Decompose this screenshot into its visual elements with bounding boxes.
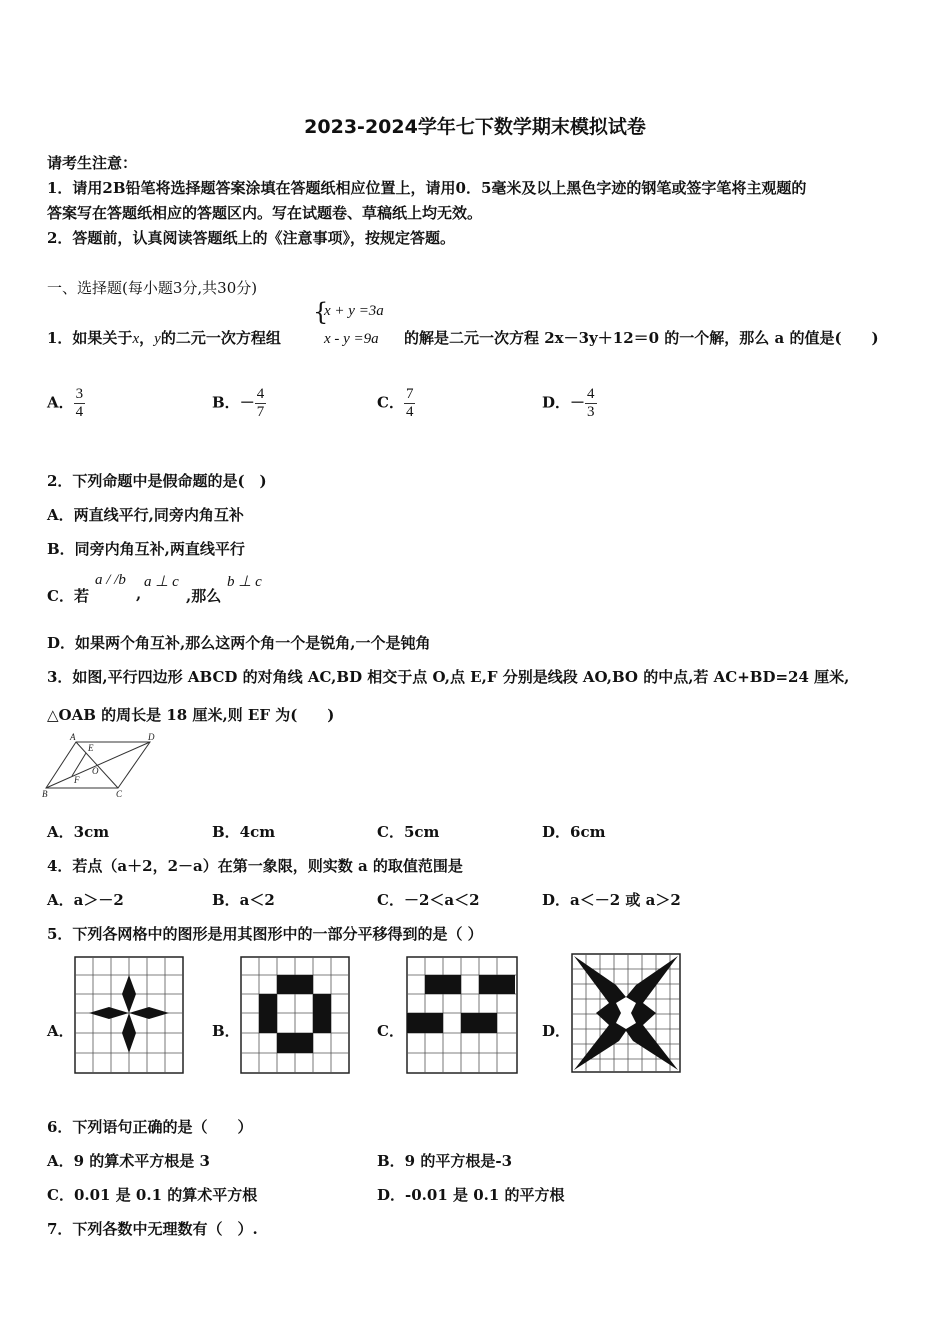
q2-option-c-label[interactable]: C．若 — [47, 587, 89, 605]
q1-equation-2: x - y =9a — [324, 331, 379, 347]
brace-icon: { — [313, 298, 329, 326]
q5-label-a[interactable]: A． — [47, 1022, 74, 1040]
notice-line-1b: 答案写在答题纸相应的答题区内。写在试题卷、草稿纸上均无效。 — [47, 204, 483, 222]
grid-figure-b[interactable] — [240, 956, 350, 1074]
diamond-bottom — [122, 1013, 136, 1053]
grid-figure-a[interactable] — [74, 956, 184, 1074]
notice-heading: 请考生注意： — [47, 154, 138, 172]
page-title: 2023-2024学年七下数学期末模拟试卷 — [304, 116, 646, 138]
q3-stem-line-1: 3．如图,平行四边形 ABCD 的对角线 AC,BD 相交于点 O,点 E,F 分别是线段 AO,BO 的中点,若 AC+BD=24 厘米, — [47, 668, 850, 686]
q5-label-d[interactable]: D． — [542, 1022, 571, 1040]
q6-stem: 6．下列语句正确的是（ ） — [47, 1118, 253, 1136]
q6-option-b[interactable]: B．9 的平方根是-3 — [377, 1152, 513, 1170]
q2-comma: , — [136, 585, 142, 603]
q2-stem: 2．下列命题中是假命题的是( ) — [47, 472, 267, 490]
segment-ef — [72, 753, 86, 776]
q1-option-b[interactable]: B．－ $\frac{4}{7}$ — [212, 386, 265, 420]
q6-option-d[interactable]: D．-0.01 是 0.1 的平方根 — [377, 1186, 565, 1204]
q1-option-d[interactable]: D．－ $\frac{4}{3}$ — [542, 386, 595, 420]
q4-option-d[interactable]: D．a＜－2 或 a＞2 — [542, 891, 681, 909]
grid-figure-c[interactable] — [406, 956, 518, 1074]
fig-label-b: B — [42, 789, 48, 799]
q4-option-c[interactable]: C．－2＜a＜2 — [377, 891, 480, 909]
q3-stem-line-2: △OAB 的周长是 18 厘米,则 EF 为( ) — [47, 706, 335, 724]
notice-line-1a: 1．请用2B铅笔将选择题答案涂填在答题纸相应位置上，请用0．5毫米及以上黑色字迹的钢笔或签字笔将主观题的 — [47, 179, 807, 197]
q3-option-d[interactable]: D．6cm — [542, 823, 606, 841]
q4-option-a[interactable]: A．a＞－2 — [47, 891, 124, 909]
diamond-left — [89, 1007, 129, 1019]
parallelogram-figure — [40, 730, 160, 800]
q3-option-c[interactable]: C．5cm — [377, 823, 440, 841]
q1-option-c[interactable]: C． $\frac{7}{4}$ — [377, 386, 414, 420]
q2-math-parallel: a / /b — [95, 572, 126, 588]
fig-label-o: O — [92, 766, 99, 776]
q5-stem: 5．下列各网格中的图形是用其图形中的一部分平移得到的是（ ） — [47, 925, 483, 943]
q2-option-b[interactable]: B．同旁内角互补,两直线平行 — [47, 540, 245, 558]
q1-stem: 1．如果关于x，y的二元一次方程组 — [47, 329, 281, 347]
q2-then: ,那么 — [186, 587, 222, 605]
q5-label-c[interactable]: C． — [377, 1022, 404, 1040]
q2-option-a[interactable]: A．两直线平行,同旁内角互补 — [47, 506, 244, 524]
fig-label-f: F — [74, 775, 80, 785]
q5-label-b[interactable]: B． — [212, 1022, 240, 1040]
fig-label-e: E — [88, 743, 94, 753]
diamond-top — [122, 975, 136, 1013]
fig-label-d: D — [148, 732, 155, 742]
q1-stem-end: 的解是二元一次方程 2x－3y＋12＝0 的一个解，那么 a 的值是( ) — [404, 329, 879, 347]
q2-math-perp-2: b ⊥ c — [227, 574, 262, 590]
q2-math-perp-1: a ⊥ c — [144, 574, 179, 590]
q6-option-c[interactable]: C．0.01 是 0.1 的算术平方根 — [47, 1186, 258, 1204]
q3-option-b[interactable]: B．4cm — [212, 823, 276, 841]
section-heading: 一、选择题(每小题3分,共30分) — [47, 279, 258, 297]
notice-line-2: 2．答题前，认真阅读答题纸上的《注意事项》，按规定答题。 — [47, 229, 455, 247]
q1-equation-1: x + y =3a — [324, 303, 384, 319]
q6-option-a[interactable]: A．9 的算术平方根是 3 — [47, 1152, 210, 1170]
q4-option-b[interactable]: B．a＜2 — [212, 891, 275, 909]
fig-label-a: A — [70, 732, 76, 742]
q3-option-a[interactable]: A．3cm — [47, 823, 110, 841]
q2-option-d[interactable]: D．如果两个角互补,那么这两个角一个是锐角,一个是钝角 — [47, 634, 431, 652]
q1-option-a[interactable]: A． $\frac{3}{4}$ — [47, 386, 84, 420]
fig-label-c: C — [116, 789, 123, 799]
diamond-right — [129, 1007, 169, 1019]
q4-stem: 4．若点（a＋2，2－a）在第一象限，则实数 a 的取值范围是 — [47, 857, 463, 875]
q7-stem: 7．下列各数中无理数有（ ）. — [47, 1220, 258, 1238]
grid-figure-d[interactable] — [571, 953, 681, 1073]
